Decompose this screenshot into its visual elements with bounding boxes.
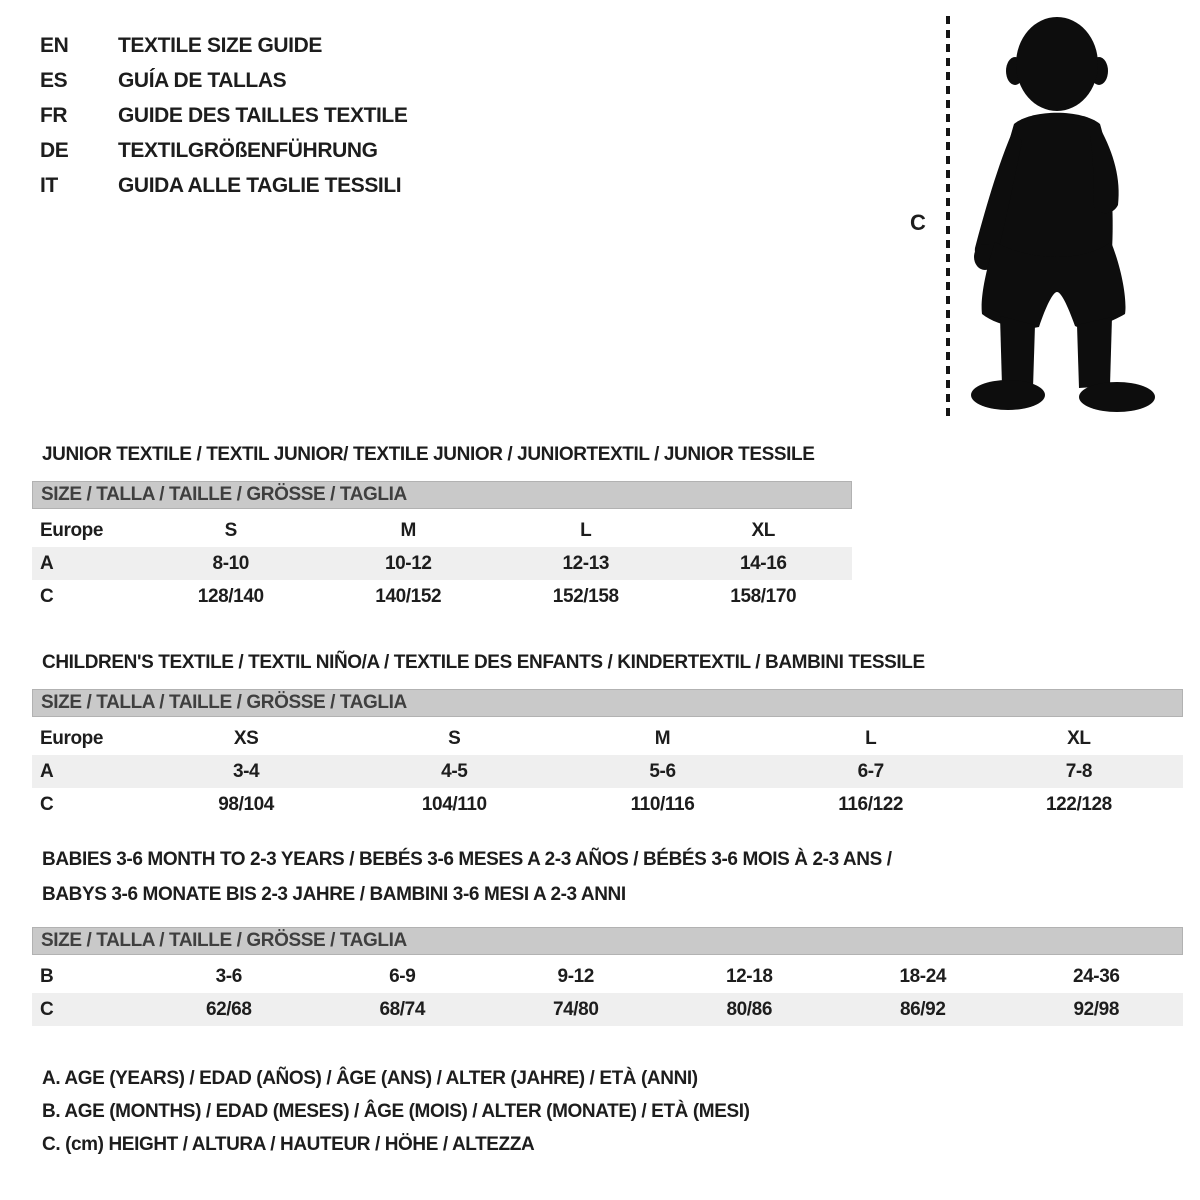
table-cell: 12-13 — [562, 553, 610, 574]
table-row — [32, 514, 852, 547]
row-label: B — [40, 966, 54, 987]
table-cell: 5-6 — [649, 761, 676, 782]
table-cell: 62/68 — [205, 999, 252, 1020]
table-cell: 74/80 — [552, 999, 599, 1020]
row-label: Europe — [40, 728, 104, 749]
table-row — [32, 580, 852, 613]
table-row — [32, 788, 1183, 821]
lang-code-it: IT — [40, 174, 58, 197]
babies-title-line2: BABYS 3-6 MONATE BIS 2-3 JAHRE / BAMBINI 3-6 MESI A 2-3 ANNI — [42, 884, 626, 905]
table-cell: 68/74 — [379, 999, 426, 1020]
legend-line-c: C. (cm) HEIGHT / ALTURA / HAUTEUR / HÖHE / ALTEZZA — [42, 1134, 535, 1155]
lang-title-fr: GUIDE DES TAILLES TEXTILE — [118, 104, 408, 127]
babies-section-title — [42, 842, 892, 912]
table-cell: 7-8 — [1065, 761, 1093, 782]
table-cell: XS — [233, 728, 259, 749]
row-label: A — [40, 553, 54, 574]
table-cell: 12-18 — [725, 966, 773, 987]
table-cell: S — [224, 520, 237, 541]
table-cell: M — [400, 520, 416, 541]
table-cell: 9-12 — [557, 966, 594, 987]
lang-title-de: TEXTILGRÖßENFÜHRUNG — [118, 139, 378, 162]
junior-size-table — [32, 481, 852, 613]
row-label: C — [40, 999, 54, 1020]
table-row — [32, 993, 1183, 1026]
table-cell: 4-5 — [441, 761, 468, 782]
table-cell: 128/140 — [197, 586, 264, 607]
lang-code-en: EN — [40, 34, 69, 57]
table-cell: 6-7 — [857, 761, 884, 782]
baby-silhouette-icon — [962, 14, 1160, 422]
table-cell: S — [448, 728, 461, 749]
table-cell: 110/116 — [630, 794, 695, 815]
lang-code-es: ES — [40, 69, 68, 92]
table-cell: 98/104 — [218, 794, 274, 815]
measure-label-c: C — [910, 210, 926, 235]
table-cell: 14-16 — [739, 553, 787, 574]
lang-code-de: DE — [40, 139, 69, 162]
row-label: C — [40, 794, 54, 815]
table-cell: 18-24 — [899, 966, 947, 987]
table-row — [32, 755, 1183, 788]
table-cell: 92/98 — [1073, 999, 1120, 1020]
junior-size-header-bar: SIZE / TALLA / TAILLE / GRÖSSE / TAGLIA — [32, 481, 852, 509]
table-cell: L — [580, 520, 592, 541]
measurement-legend — [42, 1062, 750, 1161]
table-cell: 3-4 — [232, 761, 260, 782]
lang-code-fr: FR — [40, 104, 68, 127]
table-cell: XL — [1067, 728, 1091, 749]
table-cell: 122/128 — [1045, 794, 1112, 815]
children-size-header-bar: SIZE / TALLA / TAILLE / GRÖSSE / TAGLIA — [32, 689, 1183, 717]
babies-title-line1: BABIES 3-6 MONTH TO 2-3 YEARS / BEBÉS 3-6 MESES A 2-3 AÑOS / BÉBÉS 3-6 MOIS À 2-3 ANS / — [42, 849, 892, 870]
table-cell: 140/152 — [375, 586, 442, 607]
table-cell: 104/110 — [421, 794, 487, 815]
table-cell: 152/158 — [552, 586, 619, 607]
row-label: Europe — [40, 520, 104, 541]
table-row — [32, 547, 852, 580]
babies-size-header-bar: SIZE / TALLA / TAILLE / GRÖSSE / TAGLIA — [32, 927, 1183, 955]
children-size-table — [32, 689, 1183, 821]
lang-title-es: GUÍA DE TALLAS — [118, 69, 287, 92]
table-cell: 10-12 — [384, 553, 432, 574]
language-title-list — [40, 28, 407, 203]
table-cell: 158/170 — [730, 586, 797, 607]
table-cell: 24-36 — [1072, 966, 1120, 987]
babies-size-table — [32, 927, 1183, 1026]
junior-section-title: JUNIOR TEXTILE / TEXTIL JUNIOR/ TEXTILE JUNIOR / JUNIORTEXTIL / JUNIOR TESSILE — [42, 444, 815, 465]
table-cell: 3-6 — [215, 966, 242, 987]
table-cell: L — [865, 728, 877, 749]
table-cell: 80/86 — [726, 999, 773, 1020]
legend-line-b: B. AGE (MONTHS) / EDAD (MESES) / ÂGE (MOIS) / ALTER (MONATE) / ETÀ (MESI) — [42, 1101, 750, 1122]
lang-title-en: TEXTILE SIZE GUIDE — [118, 34, 322, 57]
row-label: C — [40, 586, 54, 607]
table-cell: XL — [751, 520, 775, 541]
table-cell: M — [654, 728, 671, 749]
table-row — [32, 722, 1183, 755]
table-cell: 6-9 — [389, 966, 416, 987]
table-row — [32, 960, 1183, 993]
height-measure-dashed-line — [946, 16, 950, 418]
legend-line-a: A. AGE (YEARS) / EDAD (AÑOS) / ÂGE (ANS) / ALTER (JAHRE) / ETÀ (ANNI) — [42, 1068, 698, 1089]
table-cell: 8-10 — [212, 553, 249, 574]
table-cell: 86/92 — [899, 999, 946, 1020]
children-section-title: CHILDREN'S TEXTILE / TEXTIL NIÑO/A / TEXTILE DES ENFANTS / KINDERTEXTIL / BAMBINI TESSILE — [42, 652, 925, 673]
table-cell: 116/122 — [838, 794, 904, 815]
row-label: A — [40, 761, 54, 782]
lang-title-it: GUIDA ALLE TAGLIE TESSILI — [118, 174, 402, 197]
